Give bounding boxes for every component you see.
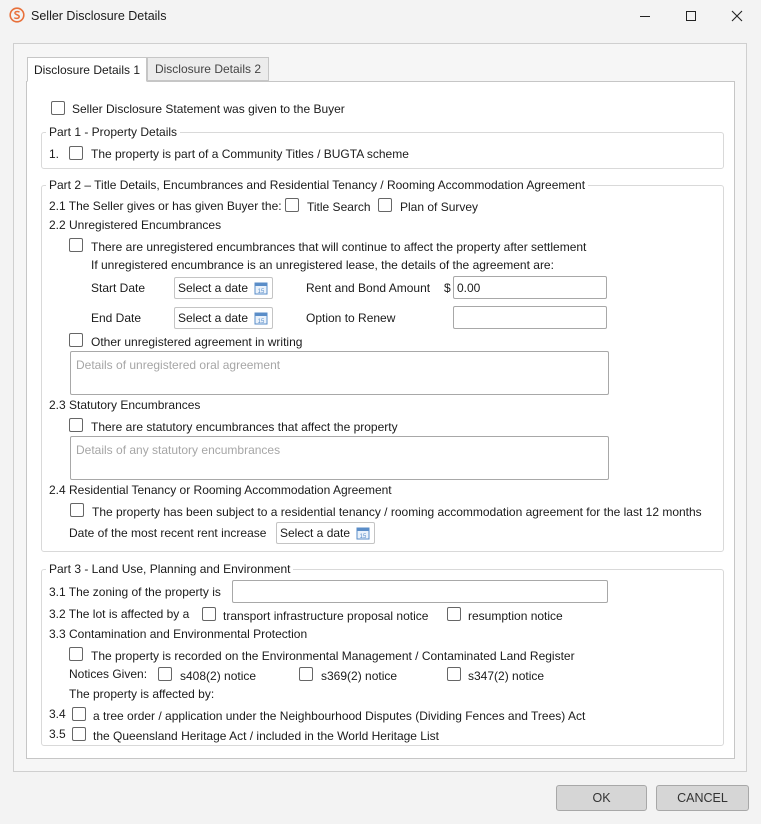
title-search-checkbox[interactable]: [285, 198, 299, 212]
part2-legend: Part 2 – Title Details, Encumbrances and Residential Tenancy / Rooming Accommodation Agreement: [46, 178, 588, 192]
item-3-4-number: 3.4: [49, 707, 66, 721]
calendar-icon[interactable]: [254, 281, 268, 295]
svg-text:15: 15: [257, 289, 265, 295]
end-date-value: Select a date: [178, 311, 249, 325]
lease-note: If unregistered encumbrance is an unregistered lease, the details of the agreement are:: [91, 258, 554, 272]
option-renew-label: Option to Renew: [306, 311, 396, 325]
heritage-label: the Queensland Heritage Act / included in the World Heritage List: [93, 729, 439, 743]
section-2-4-label: 2.4 Residential Tenancy or Rooming Accommodation Agreement: [49, 483, 392, 497]
rent-increase-date-picker[interactable]: [276, 522, 375, 544]
env-register-checkbox[interactable]: [69, 647, 83, 661]
svg-text:15: 15: [359, 534, 367, 540]
section-3-2-label: 3.2 The lot is affected by a: [49, 607, 190, 621]
s408-checkbox[interactable]: [158, 667, 172, 681]
maximize-icon: [685, 10, 697, 22]
statutory-encumbrances-placeholder: Details of any statutory encumbrances: [76, 443, 281, 457]
title-search-label: Title Search: [307, 200, 371, 214]
affected-by-label: The property is affected by:: [69, 687, 215, 701]
tenancy-label: The property has been subject to a residential tenancy / rooming accommodation agreement for the last 12 months: [92, 505, 702, 519]
close-icon: [731, 10, 743, 22]
section-3-1-label: 3.1 The zoning of the property is: [49, 585, 221, 599]
transport-notice-label: transport infrastructure proposal notice: [223, 609, 429, 623]
resumption-notice-checkbox[interactable]: [447, 607, 461, 621]
svg-text:15: 15: [257, 319, 265, 325]
part1-item-number: 1.: [49, 147, 60, 161]
other-unregistered-label: Other unregistered agreement in writing: [91, 335, 303, 349]
heritage-checkbox[interactable]: [72, 727, 86, 741]
section-2-1-label: 2.1 The Seller gives or has given Buyer the:: [49, 199, 282, 213]
plan-of-survey-label: Plan of Survey: [400, 200, 479, 214]
s369-checkbox[interactable]: [299, 667, 313, 681]
statement-given-checkbox[interactable]: [51, 101, 65, 115]
start-date-value: Select a date: [178, 281, 249, 295]
statutory-encumbrances-checkbox[interactable]: [69, 418, 83, 432]
transport-notice-checkbox[interactable]: [202, 607, 216, 621]
section-2-2-label: 2.2 Unregistered Encumbrances: [49, 218, 222, 232]
tree-order-checkbox[interactable]: [72, 707, 86, 721]
minimize-icon: [639, 10, 651, 22]
statutory-encumbrances-textarea[interactable]: [70, 436, 609, 480]
notices-given-label: Notices Given:: [69, 667, 148, 681]
unregistered-encumbrances-checkbox[interactable]: [69, 238, 83, 252]
end-date-picker[interactable]: [174, 307, 273, 329]
s347-checkbox[interactable]: [447, 667, 461, 681]
s347-label: s347(2) notice: [468, 669, 545, 683]
plan-of-survey-checkbox[interactable]: [378, 198, 392, 212]
resumption-notice-label: resumption notice: [468, 609, 563, 623]
other-unregistered-checkbox[interactable]: [69, 333, 83, 347]
zoning-input[interactable]: [232, 580, 608, 603]
window-title: Seller Disclosure Details: [31, 9, 167, 23]
s369-label: s369(2) notice: [321, 669, 398, 683]
community-titles-checkbox[interactable]: [69, 146, 83, 160]
s408-label: s408(2) notice: [180, 669, 257, 683]
maximize-button[interactable]: [668, 0, 714, 32]
currency-symbol: $: [444, 281, 451, 295]
part3-legend: Part 3 - Land Use, Planning and Environment: [46, 562, 293, 576]
app-logo-icon: [9, 7, 25, 23]
part1-legend: Part 1 - Property Details: [46, 125, 180, 139]
close-button[interactable]: [714, 0, 760, 32]
statutory-encumbrances-label: There are statutory encumbrances that affect the property: [91, 420, 398, 434]
ok-button[interactable]: OK: [556, 785, 647, 811]
calendar-icon[interactable]: [254, 311, 268, 325]
rent-increase-label: Date of the most recent rent increase: [69, 526, 267, 540]
rent-increase-date-value: Select a date: [280, 526, 351, 540]
cancel-button[interactable]: CANCEL: [656, 785, 749, 811]
rent-bond-input[interactable]: 0.00: [453, 276, 607, 299]
community-titles-label: The property is part of a Community Titles / BUGTA scheme: [91, 147, 409, 161]
item-3-5-number: 3.5: [49, 727, 66, 741]
statement-given-label: Seller Disclosure Statement was given to the Buyer: [72, 102, 345, 116]
oral-agreement-textarea[interactable]: [70, 351, 609, 395]
env-register-label: The property is recorded on the Environmental Management / Contaminated Land Register: [91, 649, 575, 663]
tree-order-label: a tree order / application under the Neighbourhood Disputes (Dividing Fences and Trees) Act: [93, 709, 586, 723]
calendar-icon[interactable]: [356, 526, 370, 540]
tab-disclosure-details-2[interactable]: Disclosure Details 2: [147, 57, 269, 81]
minimize-button[interactable]: [622, 0, 668, 32]
option-renew-input[interactable]: [453, 306, 607, 329]
start-date-picker[interactable]: [174, 277, 273, 299]
oral-agreement-placeholder: Details of unregistered oral agreement: [76, 358, 281, 372]
tenancy-checkbox[interactable]: [70, 503, 84, 517]
section-2-3-label: 2.3 Statutory Encumbrances: [49, 398, 201, 412]
rent-bond-label: Rent and Bond Amount: [306, 281, 431, 295]
tab-disclosure-details-1[interactable]: Disclosure Details 1: [27, 57, 147, 82]
end-date-label: End Date: [91, 311, 142, 325]
start-date-label: Start Date: [91, 281, 146, 295]
unregistered-encumbrances-label: There are unregistered encumbrances that will continue to affect the property after settlement: [91, 240, 587, 254]
section-3-3-label: 3.3 Contamination and Environmental Protection: [49, 627, 308, 641]
